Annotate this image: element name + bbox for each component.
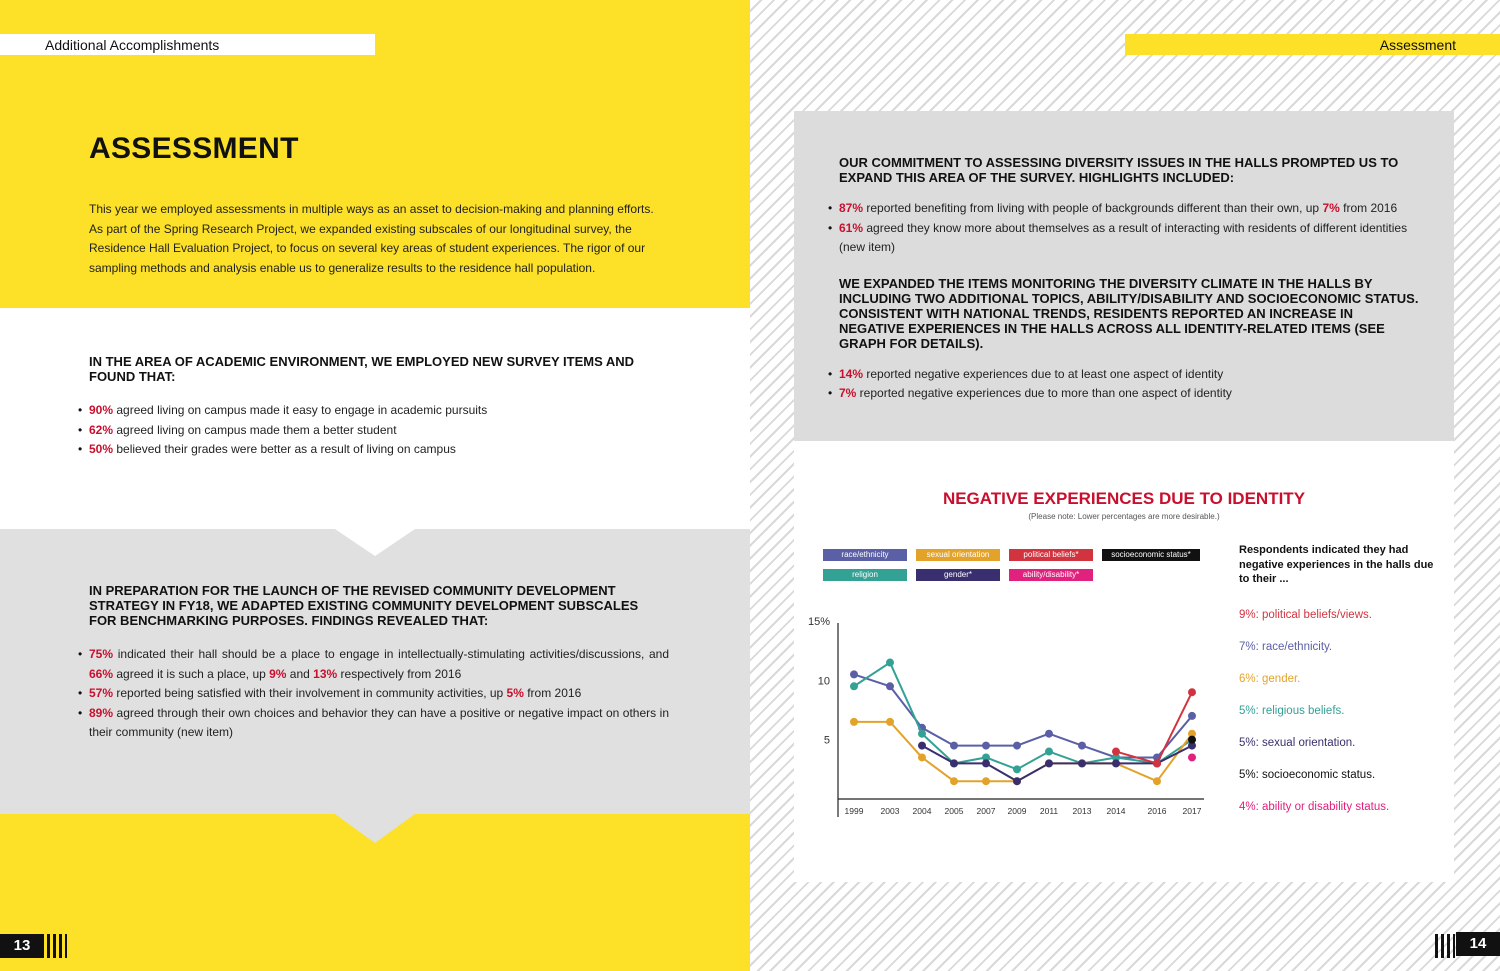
- x-tick-label: 2003: [880, 806, 900, 816]
- diversity-heading: OUR COMMITMENT TO ASSESSING DIVERSITY ISSUES IN THE HALLS PROMPTED US TO EXPAND THIS AREA OF THE SURVEY. HIGHLIGHTS INCLUDED:: [839, 155, 1399, 185]
- data-point: [1078, 742, 1086, 750]
- series-line: [854, 663, 1192, 770]
- community-heading: IN PREPARATION FOR THE LAUNCH OF THE REVISED COMMUNITY DEVELOPMENT STRATEGY IN FY18, WE ADAPTED EXISTING COMMUNITY DEVELOPMENT SUBSCALES FOR BENCHMARKING PURPOSES. FINDINGS REVEALED THAT:: [89, 583, 639, 628]
- x-tick-label: 1999: [844, 806, 864, 816]
- data-point: [1153, 759, 1161, 767]
- data-point: [918, 753, 926, 761]
- diversity-section: [839, 155, 1419, 404]
- list-item: • 50% believed their grades were better as a result of living on campus: [78, 440, 679, 460]
- data-point: [886, 659, 894, 667]
- y-tick-label: 5: [823, 734, 830, 747]
- legend-socioeconomic-status: socioeconomic status*: [1102, 549, 1200, 561]
- list-item: • 62% agreed living on campus made them a better student: [78, 421, 679, 441]
- data-point: [950, 777, 958, 785]
- x-tick-label: 2013: [1072, 806, 1092, 816]
- data-point: [1045, 730, 1053, 738]
- academic-heading: IN THE AREA OF ACADEMIC ENVIRONMENT, WE EMPLOYED NEW SURVEY ITEMS AND FOUND THAT:: [89, 354, 635, 384]
- right-page: [750, 0, 1500, 971]
- page-number: 13: [0, 934, 44, 958]
- series-line: [922, 746, 1192, 782]
- page-number: 14: [1456, 932, 1500, 956]
- data-point: [1013, 765, 1021, 773]
- data-point: [1188, 753, 1196, 761]
- data-point: [1112, 759, 1120, 767]
- data-point: [1188, 688, 1196, 696]
- y-tick-label: 15%: [807, 616, 830, 628]
- list-item: • 14% reported negative experiences due to at least one aspect of identity: [828, 365, 1419, 385]
- x-tick-label: 2016: [1147, 806, 1167, 816]
- data-point: [850, 718, 858, 726]
- data-point: [1013, 777, 1021, 785]
- x-tick-label: 2011: [1039, 806, 1059, 816]
- x-tick-label: 2005: [944, 806, 964, 816]
- section-header-label: Assessment: [1379, 37, 1456, 53]
- data-point: [950, 759, 958, 767]
- community-section: [89, 583, 669, 743]
- y-tick-label: 10: [817, 675, 830, 688]
- line-chart: [794, 601, 1214, 841]
- data-point: [982, 777, 990, 785]
- barcode-stripes: [47, 934, 67, 958]
- list-item: • 89% agreed through their own choices and behavior they can have a positive or negative impact on others in their community (new item): [78, 704, 669, 743]
- x-tick-label: 2014: [1106, 806, 1126, 816]
- data-point: [918, 730, 926, 738]
- series-line: [1116, 692, 1192, 763]
- legend-religion: religion: [823, 569, 907, 581]
- data-point: [950, 742, 958, 750]
- legend-race-ethnicity: race/ethnicity: [823, 549, 907, 561]
- side-item-race: 7%: race/ethnicity.: [1239, 641, 1333, 653]
- side-item-political: 9%: political beliefs/views.: [1239, 609, 1372, 621]
- legend-sexual-orientation: sexual orientation: [916, 549, 1000, 561]
- data-point: [1112, 748, 1120, 756]
- x-tick-label: 2009: [1007, 806, 1027, 816]
- side-item-ability: 4%: ability or disability status.: [1239, 801, 1390, 813]
- data-point: [1188, 712, 1196, 720]
- list-item: • 7% reported negative experiences due to more than one aspect of identity: [828, 384, 1419, 404]
- intro-paragraph: This year we employed assessments in multiple ways as an asset to decision-making and planning efforts. As part of the Spring Research Project, we expanded existing subscales of our longitudinal survey, the Residence Hall Evaluation Project, to focus on several key areas of student experiences. The rigor of our sampling methods and analysis enable us to generalize results to the residence hall population.: [89, 202, 654, 275]
- data-point: [918, 742, 926, 750]
- data-point: [850, 670, 858, 678]
- data-point: [850, 682, 858, 690]
- side-item-socioeconomic: 5%: socioeconomic status.: [1239, 769, 1376, 781]
- data-point: [982, 742, 990, 750]
- data-point: [1188, 736, 1196, 744]
- chevron-divider: [335, 529, 415, 556]
- diversity-climate-heading: WE EXPANDED THE ITEMS MONITORING THE DIVERSITY CLIMATE IN THE HALLS BY INCLUDING TWO ADDITIONAL TOPICS, ABILITY/DISABILITY AND SOCIOECONOMIC STATUS. CONSISTENT WITH NATIONAL TRENDS, RESIDENTS REPORTED AN INCREASE IN NEGATIVE EXPERIENCES IN THE HALLS ACROSS ALL IDENTITY-RELATED ITEMS (SEE GRAPH FOR DETAILS).: [839, 275, 1419, 351]
- x-tick-label: 2007: [976, 806, 996, 816]
- side-title: Respondents indicated they had negative experiences in the halls due to their ...: [1239, 544, 1434, 585]
- data-point: [1045, 748, 1053, 756]
- chevron-divider: [335, 814, 415, 843]
- chart-panel: [794, 441, 1454, 882]
- side-item-sexual-orientation: 5%: sexual orientation.: [1239, 737, 1356, 749]
- diversity-box: [794, 111, 1454, 441]
- side-item-gender: 6%: gender.: [1239, 673, 1301, 685]
- series-line: [854, 674, 1192, 757]
- data-point: [1153, 777, 1161, 785]
- legend-political-beliefs: political beliefs*: [1009, 549, 1093, 561]
- chart-title: NEGATIVE EXPERIENCES DUE TO IDENTITY: [942, 489, 1306, 508]
- legend-gender: gender*: [916, 569, 1000, 581]
- list-item: • 87% reported benefiting from living with people of backgrounds different than their own, up 7% from 2016: [828, 199, 1419, 219]
- legend-ability-disability: ability/disability*: [1009, 569, 1093, 581]
- identity-list: [828, 365, 1419, 404]
- list-item: • 57% reported being satisfied with their involvement in community activities, up 5% from 2016: [78, 684, 669, 704]
- chart-note: (Please note: Lower percentages are more desirable.): [1028, 512, 1220, 521]
- data-point: [886, 718, 894, 726]
- data-point: [1078, 759, 1086, 767]
- diversity-list: [828, 199, 1419, 258]
- data-point: [1045, 759, 1053, 767]
- community-list: [78, 645, 669, 743]
- x-tick-label: 2017: [1182, 806, 1202, 816]
- academic-section: [89, 354, 679, 460]
- x-tick-label: 2004: [912, 806, 932, 816]
- list-item: • 61% agreed they know more about themselves as a result of interacting with residents of different identities (new item): [828, 219, 1419, 258]
- side-item-religion: 5%: religious beliefs.: [1239, 705, 1345, 717]
- data-point: [982, 759, 990, 767]
- page-title: ASSESSMENT: [89, 132, 299, 165]
- series-line: [854, 722, 1192, 781]
- section-header-label: Additional Accomplishments: [45, 37, 220, 53]
- data-point: [1013, 742, 1021, 750]
- section-header-tab: [1125, 34, 1500, 55]
- list-item: • 75% indicated their hall should be a place to engage in intellectually-stimulating activities/discussions, and 66% agreed it is such a place, up 9% and 13% respectively from 2016: [78, 645, 669, 684]
- list-item: • 90% agreed living on campus made it easy to engage in academic pursuits: [78, 401, 679, 421]
- academic-list: [78, 401, 679, 460]
- section-header-tab: [0, 34, 375, 55]
- data-point: [886, 682, 894, 690]
- barcode-stripes: [1435, 934, 1455, 958]
